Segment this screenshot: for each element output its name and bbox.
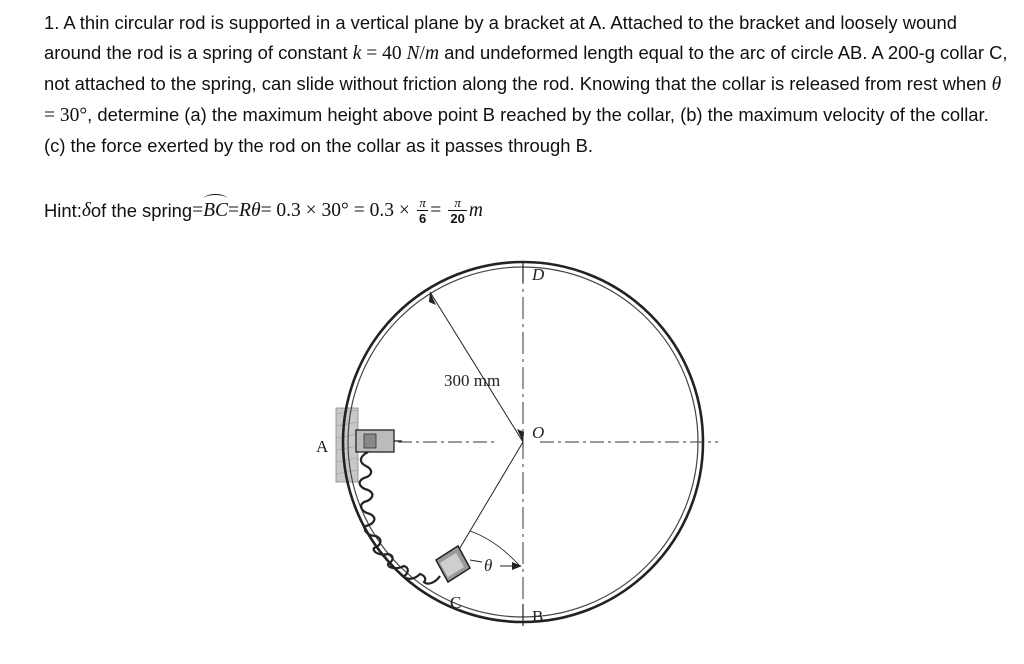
problem-part2: and undeformed length equal to the arc of circle AB. A 200-g collar C, not attached to the spring, can slide without friction along the rod. Knowing that the collar is released from rest when: [44, 42, 1008, 94]
bracket-wall: [336, 408, 358, 482]
hint-of-spring: of the spring: [90, 200, 193, 221]
radius-dimension: [429, 292, 524, 442]
spring: [360, 452, 440, 584]
hint-equals-1: =: [192, 200, 204, 221]
problem-part1: 1. A thin circular rod is supported in a vertical plane by a bracket at A. Attached to the bracket and loosely wound around the rod is a spring of constant: [44, 12, 957, 63]
hint-equals-2: =: [228, 200, 240, 221]
radius-label: 300 mm: [444, 371, 501, 390]
hint-prefix: Hint:: [44, 200, 82, 221]
bracket-a: [356, 430, 402, 452]
hint-calc: = 0.3 × 30° = 0.3 ×: [260, 200, 410, 221]
spring-unit-slash: /: [419, 43, 425, 64]
collar-c: [436, 546, 470, 582]
label-d: D: [532, 265, 545, 284]
fraction-denominator: 6: [418, 211, 427, 226]
spring-unit-newton: N: [406, 43, 420, 64]
hint-equals-4: =: [430, 200, 442, 221]
label-o: O: [532, 423, 545, 442]
label-c: C: [450, 593, 462, 612]
theta-symbol: θ: [991, 74, 1002, 95]
hint-arc-bc: BC: [203, 200, 229, 221]
label-b: B: [532, 607, 544, 626]
hint-unit: m: [468, 200, 483, 221]
problem-part3: , determine (a) the maximum height above point B reached by the collar, (b) the maximum velocity of the collar. (c) the force exerted by the rod on the collar as it passes through B.: [44, 104, 989, 156]
spring-constant-value: = 40: [361, 43, 407, 64]
theta-value: = 30°: [44, 105, 88, 126]
fraction-numerator: π: [417, 196, 428, 211]
label-theta: θ: [484, 556, 493, 575]
hint-radius-symbol: R: [239, 200, 251, 221]
hint-delta: δ: [81, 200, 91, 221]
fraction-denominator: 20: [450, 211, 465, 226]
spring-constant-symbol: k: [352, 43, 362, 64]
spring-unit-meter: m: [424, 43, 440, 64]
hint-theta-symbol: θ: [250, 200, 261, 221]
label-a: A: [316, 437, 329, 456]
fraction-numerator: π: [448, 196, 466, 211]
theta-angle-marker: [470, 531, 522, 570]
